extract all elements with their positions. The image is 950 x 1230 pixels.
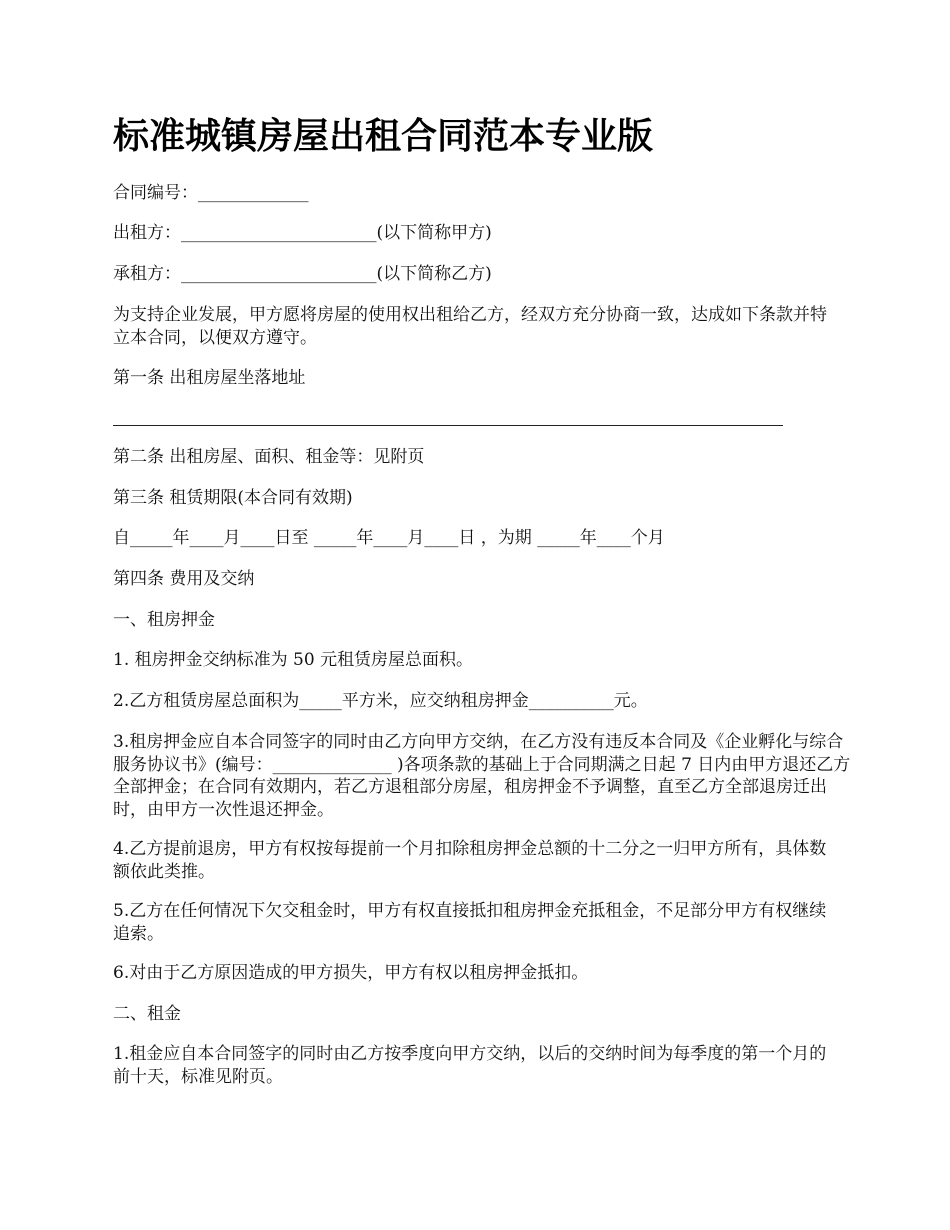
lessor-line: 出租方：_______________________(以下简称甲方) xyxy=(113,223,492,243)
article-1-heading: 第一条 出租房屋坐落地址 xyxy=(113,368,306,388)
deposit-item-1: 1. 租房押金交纳标准为 50 元租赁房屋总面积。 xyxy=(113,650,474,670)
deposit-item-5: 5.乙方在任何情况下欠交租金时，甲方有权直接抵扣租房押金充抵租金，不足部分甲方有权继续追索。 xyxy=(113,901,827,944)
section-deposit-heading: 一、租房押金 xyxy=(113,610,215,630)
address-blank-line xyxy=(113,425,783,426)
lessee-line: 承租方：_______________________(以下简称乙方) xyxy=(113,264,492,284)
deposit-item-3: 3.租房押金应自本合同签字的同时由乙方向甲方交纳，在乙方没有违反本合同及《企业孵化与综合服务协议书》(编号：______________ )各项条款的基础上于合同期满之日起 7 日内由甲方退还乙方全部押金；在合同有效期内，若乙方退租部分房屋，租房押金不予调整，直至乙方全部退房迁出时，由甲方一次性退还押金。 xyxy=(113,732,851,820)
contract-number: 合同编号：_____________ xyxy=(113,183,309,203)
article-4-heading: 第四条 费用及交纳 xyxy=(113,569,255,589)
deposit-item-6: 6.对由于乙方原因造成的甲方损失，甲方有权以租房押金抵扣。 xyxy=(113,963,589,983)
article-2-heading: 第二条 出租房屋、面积、租金等：见附页 xyxy=(113,447,425,467)
article-3-heading: 第三条 租赁期限(本合同有效期) xyxy=(113,488,353,508)
section-rent-heading: 二、租金 xyxy=(113,1004,181,1024)
rent-item-1: 1.租金应自本合同签字的同时由乙方按季度向甲方交纳，以后的交纳时间为每季度的第一个月的前十天，标准见附页。 xyxy=(113,1044,827,1087)
deposit-item-2: 2.乙方租赁房屋总面积为_____平方米，应交纳租房押金__________元。 xyxy=(113,691,648,711)
preamble-paragraph: 为支持企业发展，甲方愿将房屋的使用权出租给乙方，经双方充分协商一致，达成如下条款并特立本合同，以便双方遵守。 xyxy=(113,305,827,348)
lease-term-line: 自_____年____月____日至 _____年____月____日 ，为期 _____年____个月 xyxy=(113,528,665,548)
deposit-item-4: 4.乙方提前退房，甲方有权按每提前一个月扣除租房押金总额的十二分之一归甲方所有，具体数额依此类推。 xyxy=(113,839,827,882)
document-title: 标准城镇房屋出租合同范本专业版 xyxy=(113,116,654,157)
